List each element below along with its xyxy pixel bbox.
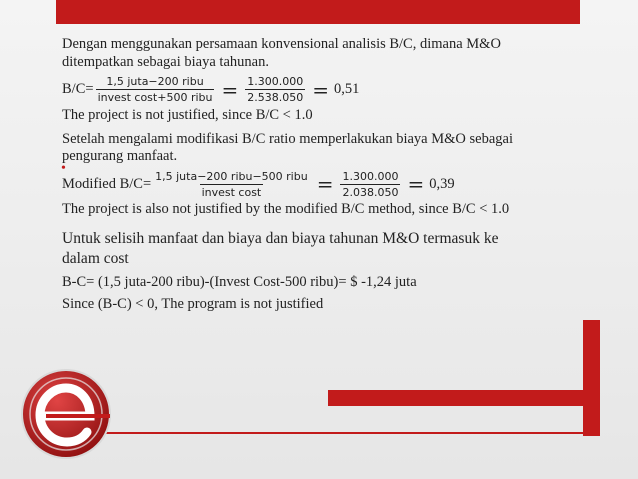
bc-denominator-2: 2.538.050 xyxy=(247,91,304,105)
bc-numerator-2: 1.300.000 xyxy=(247,75,304,89)
intro-text-line-1: Dengan menggunakan persamaan konvensional analisis B/C, dimana M&O xyxy=(62,36,501,52)
bottom-accent-line xyxy=(80,432,585,434)
mbc-denominator-1: invest cost xyxy=(201,185,262,199)
bc-numerator-1: 1,5 juta−200 ribu xyxy=(106,75,204,89)
since-text: Since (B-C) < 0, The program is not justified xyxy=(62,295,324,312)
selisih-text-line-2: dalam cost xyxy=(62,249,129,267)
equals-sign: = xyxy=(221,77,239,102)
also-not-justified-text: The project is also not justified by the modified B/C method, since B/C < 1.0 xyxy=(62,201,510,218)
modification-text-line-1: Setelah mengalami modifikasi B/C ratio memperlakukan biaya M&O sebagai xyxy=(62,130,513,147)
selisih-text-line-1: Untuk selisih manfaat dan biaya dan biaya tahunan M&O termasuk ke xyxy=(62,230,499,248)
not-justified-text: The project is not justified, since B/C < 1.0 xyxy=(62,106,313,123)
bullet-icon: • xyxy=(61,160,66,176)
top-accent-bar xyxy=(56,0,580,24)
bc-fraction-1 xyxy=(96,75,215,105)
bc-denominator-1: invest cost+500 ribu xyxy=(97,91,213,105)
modified-bc-result: 0,39 xyxy=(429,175,455,192)
modified-bc-label: Modified B/C= xyxy=(62,175,152,192)
mid-accent-bar xyxy=(328,390,584,406)
bc-result: 0,51 xyxy=(334,81,360,98)
equals-sign: = xyxy=(312,77,329,102)
right-accent-bar xyxy=(583,320,600,436)
e-logo-icon xyxy=(20,368,112,460)
selisih-paragraph xyxy=(62,229,582,268)
mbc-numerator-2: 1.300.000 xyxy=(342,169,399,183)
mbc-numerator-1: 1,5 juta−200 ribu−500 ribu xyxy=(155,169,308,183)
slide-content xyxy=(62,36,582,313)
modified-bc-equation xyxy=(61,160,582,200)
b-minus-c-text: B-C= (1,5 juta-200 ribu)-(Invest Cost-500 ribu)= $ -1,24 juta xyxy=(62,273,417,290)
mbc-fraction-1 xyxy=(153,170,310,200)
modification-text-line-2: pengurang manfaat. xyxy=(62,148,178,165)
intro-text-line-2: ditempatkan sebagai biaya tahunan. xyxy=(62,53,269,70)
mbc-denominator-2: 2.038.050 xyxy=(342,185,399,199)
bc-equation xyxy=(62,75,582,105)
mbc-fraction-2 xyxy=(340,170,400,200)
equals-sign: = xyxy=(407,172,425,197)
bc-label: B/C= xyxy=(62,81,94,98)
equals-sign: = xyxy=(316,172,334,197)
bc-fraction-2 xyxy=(245,75,305,105)
